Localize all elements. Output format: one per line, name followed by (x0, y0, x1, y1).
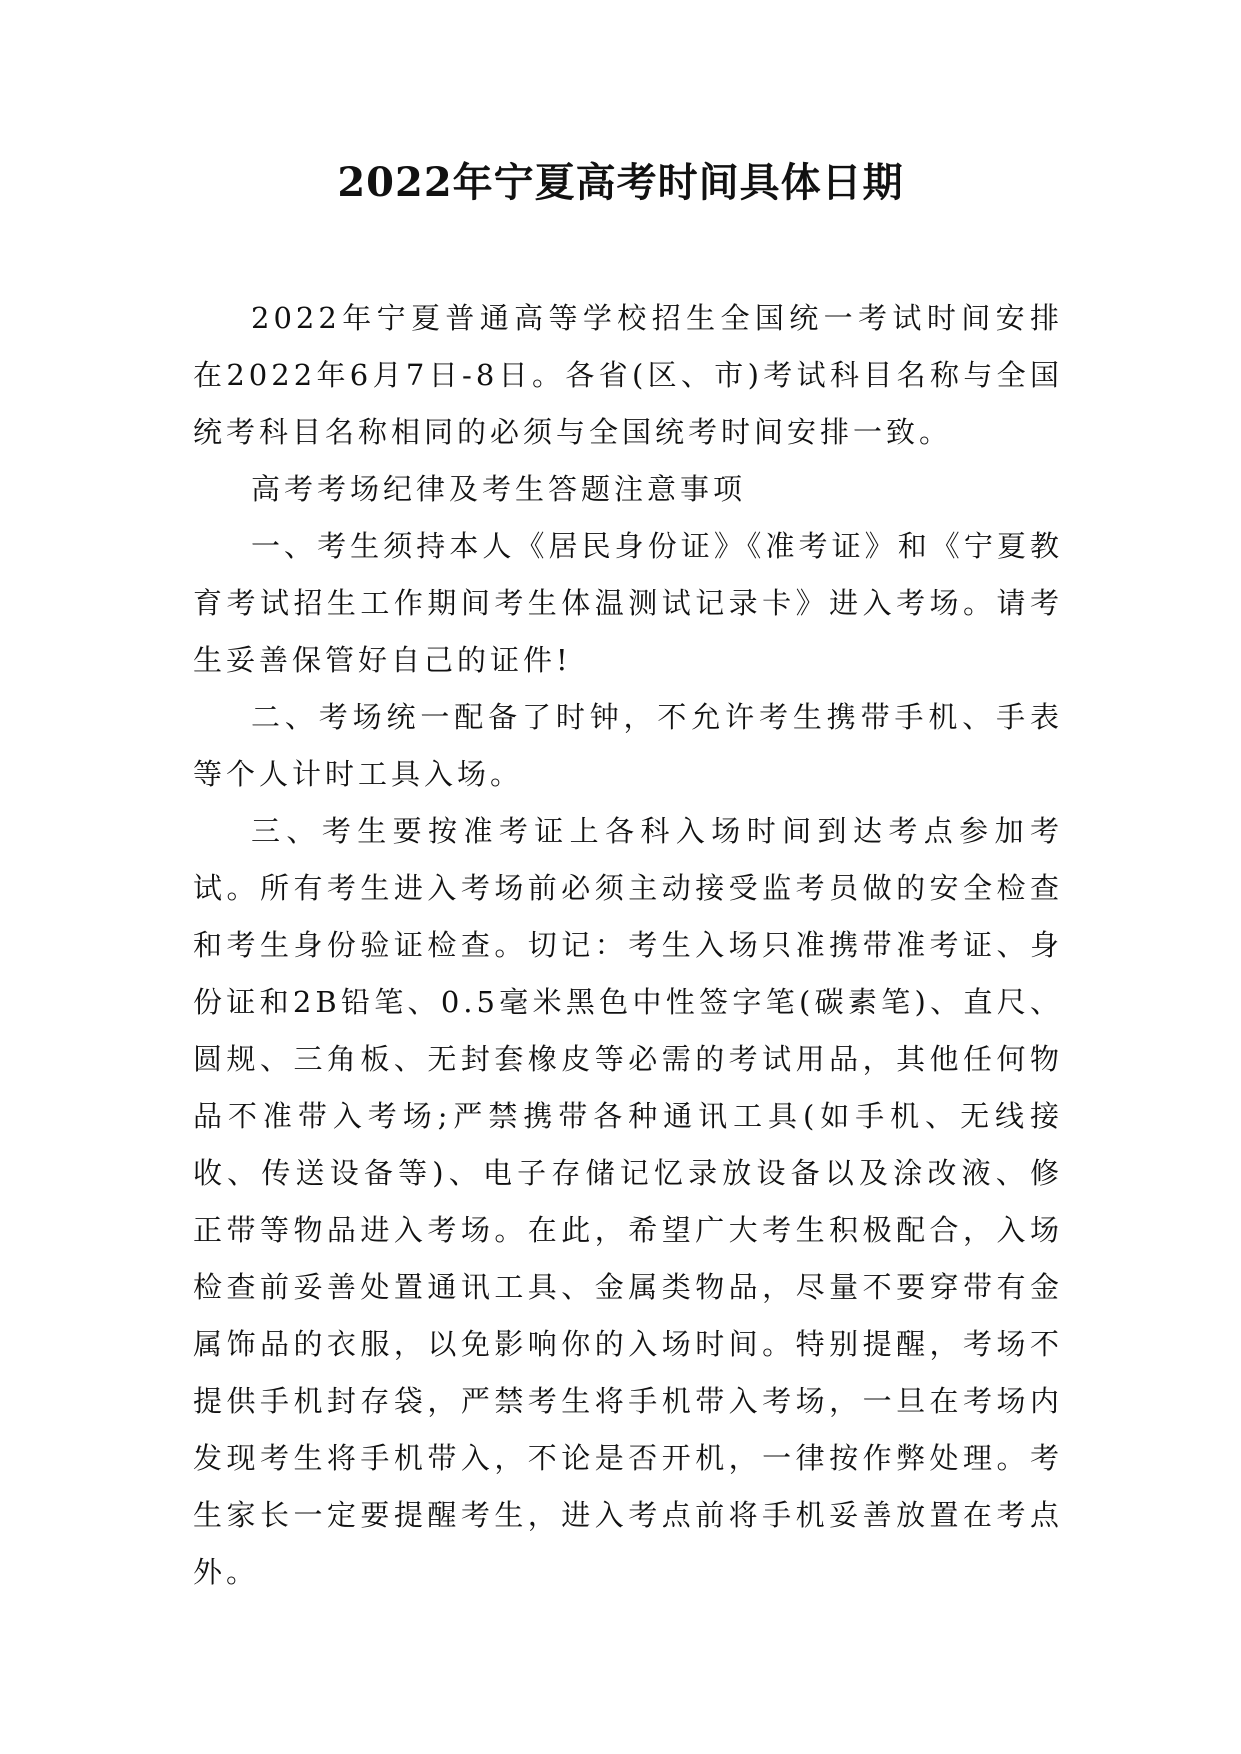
paragraph-exam-schedule: 2022年宁夏普通高等学校招生全国统一考试时间安排在2022年6月7日-8日。各省(区、市)考试科目名称与全国统考科目名称相同的必须与全国统考时间安排一致。 (193, 301, 1063, 449)
document-body (193, 290, 1063, 1601)
paragraph-section-heading: 高考考场纪律及考生答题注意事项 (251, 472, 747, 506)
paragraph-rule-three: 三、考生要按准考证上各科入场时间到达考点参加考试。所有考生进入考场前必须主动接受监考员做的安全检查和考生身份验证检查。切记：考生入场只准携带准考证、身份证和2B铅笔、0.5毫米黑色中性签字笔(碳素笔)、直尺、圆规、三角板、无封套橡皮等必需的考试用品，其他任何物品不准带入考场;严禁携带各种通讯工具(如手机、无线接收、传送设备等)、电子存储记忆录放设备以及涂改液、修正带等物品进入考场。在此，希望广大考生积极配合，入场检查前妥善处置通讯工具、金属类物品，尽量不要穿带有金属饰品的衣服，以免影响你的入场时间。特别提醒，考场不提供手机封存袋，严禁考生将手机带入考场，一旦在考场内发现考生将手机带入，不论是否开机，一律按作弊处理。考生家长一定要提醒考生，进入考点前将手机妥善放置在考点外。 (193, 814, 1063, 1589)
document-title: 2022年宁夏高考时间具体日期 (337, 159, 904, 206)
paragraph-rule-two: 二、考场统一配备了时钟，不允许考生携带手机、手表等个人计时工具入场。 (193, 700, 1063, 791)
paragraph-rule-one: 一、考生须持本人《居民身份证》《准考证》和《宁夏教育考试招生工作期间考生体温测试记录卡》进入考场。请考生妥善保管好自己的证件! (193, 529, 1063, 677)
